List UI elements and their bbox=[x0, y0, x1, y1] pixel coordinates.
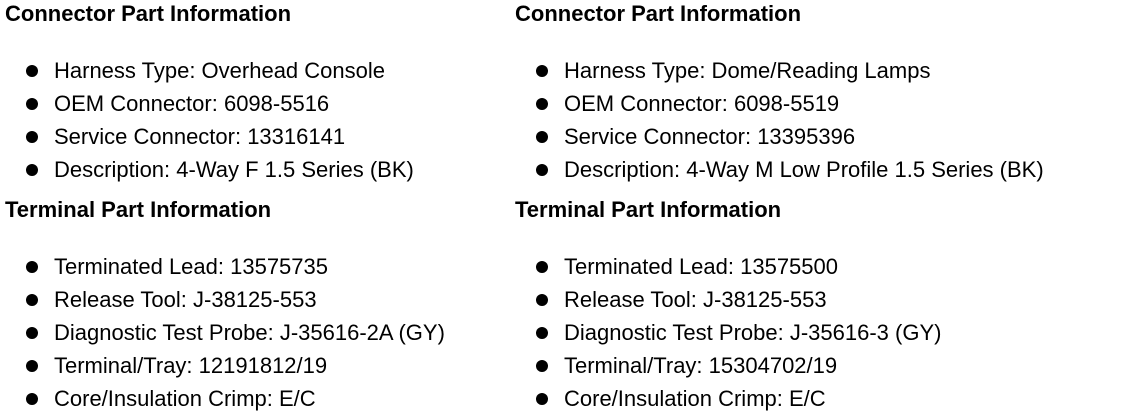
bullet-icon bbox=[536, 261, 548, 273]
list-item bbox=[5, 250, 445, 283]
bullet-icon bbox=[26, 393, 38, 405]
list-item-text: Terminal/Tray: 15304702/19 bbox=[564, 353, 838, 378]
list-item-text: Core/Insulation Crimp: E/C bbox=[54, 386, 316, 411]
list-item-text: Harness Type: Dome/Reading Lamps bbox=[564, 58, 931, 83]
list-item-text: Service Connector: 13316141 bbox=[54, 124, 346, 149]
bullet-icon bbox=[536, 294, 548, 306]
list-item bbox=[5, 120, 414, 153]
list-item bbox=[515, 316, 941, 349]
bullet-icon bbox=[26, 327, 38, 339]
connector-part-heading: Connector Part Information bbox=[5, 1, 292, 26]
terminal-part-list bbox=[515, 250, 941, 415]
list-item-text: OEM Connector: 6098-5519 bbox=[564, 91, 840, 116]
list-item-text: Service Connector: 13395396 bbox=[564, 124, 856, 149]
bullet-icon bbox=[536, 393, 548, 405]
list-item bbox=[515, 283, 941, 316]
connector-part-heading: Connector Part Information bbox=[515, 1, 802, 26]
list-item bbox=[515, 120, 1044, 153]
list-item-text: Release Tool: J-38125-553 bbox=[54, 287, 317, 312]
bullet-icon bbox=[26, 164, 38, 176]
list-item bbox=[515, 87, 1044, 120]
list-item bbox=[5, 382, 445, 415]
list-item-text: Terminated Lead: 13575500 bbox=[564, 254, 838, 279]
list-item bbox=[515, 250, 941, 283]
bullet-icon bbox=[26, 131, 38, 143]
list-item bbox=[515, 349, 941, 382]
connector-part-list bbox=[5, 54, 414, 186]
list-item bbox=[515, 54, 1044, 87]
terminal-part-heading: Terminal Part Information bbox=[515, 197, 782, 222]
bullet-icon bbox=[26, 294, 38, 306]
list-item bbox=[515, 382, 941, 415]
list-item bbox=[5, 349, 445, 382]
list-item-text: Harness Type: Overhead Console bbox=[54, 58, 385, 83]
bullet-icon bbox=[536, 360, 548, 372]
list-item-text: OEM Connector: 6098-5516 bbox=[54, 91, 330, 116]
list-item bbox=[5, 54, 414, 87]
list-item-text: Release Tool: J-38125-553 bbox=[564, 287, 827, 312]
list-item-text: Terminated Lead: 13575735 bbox=[54, 254, 328, 279]
bullet-icon bbox=[536, 98, 548, 110]
bullet-icon bbox=[26, 98, 38, 110]
terminal-part-heading: Terminal Part Information bbox=[5, 197, 272, 222]
list-item-text: Diagnostic Test Probe: J-35616-2A (GY) bbox=[54, 320, 445, 345]
bullet-icon bbox=[536, 164, 548, 176]
bullet-icon bbox=[536, 65, 548, 77]
bullet-icon bbox=[26, 65, 38, 77]
bullet-icon bbox=[536, 131, 548, 143]
connector-part-list bbox=[515, 54, 1044, 186]
list-item bbox=[515, 153, 1044, 186]
list-item-text: Core/Insulation Crimp: E/C bbox=[564, 386, 826, 411]
list-item-text: Diagnostic Test Probe: J-35616-3 (GY) bbox=[564, 320, 942, 345]
terminal-part-list bbox=[5, 250, 445, 415]
list-item-text: Description: 4-Way M Low Profile 1.5 Series (BK) bbox=[564, 157, 1044, 182]
list-item bbox=[5, 316, 445, 349]
list-item bbox=[5, 87, 414, 120]
list-item bbox=[5, 153, 414, 186]
list-item bbox=[5, 283, 445, 316]
bullet-icon bbox=[26, 360, 38, 372]
list-item-text: Terminal/Tray: 12191812/19 bbox=[54, 353, 328, 378]
bullet-icon bbox=[536, 327, 548, 339]
list-item-text: Description: 4-Way F 1.5 Series (BK) bbox=[54, 157, 414, 182]
bullet-icon bbox=[26, 261, 38, 273]
